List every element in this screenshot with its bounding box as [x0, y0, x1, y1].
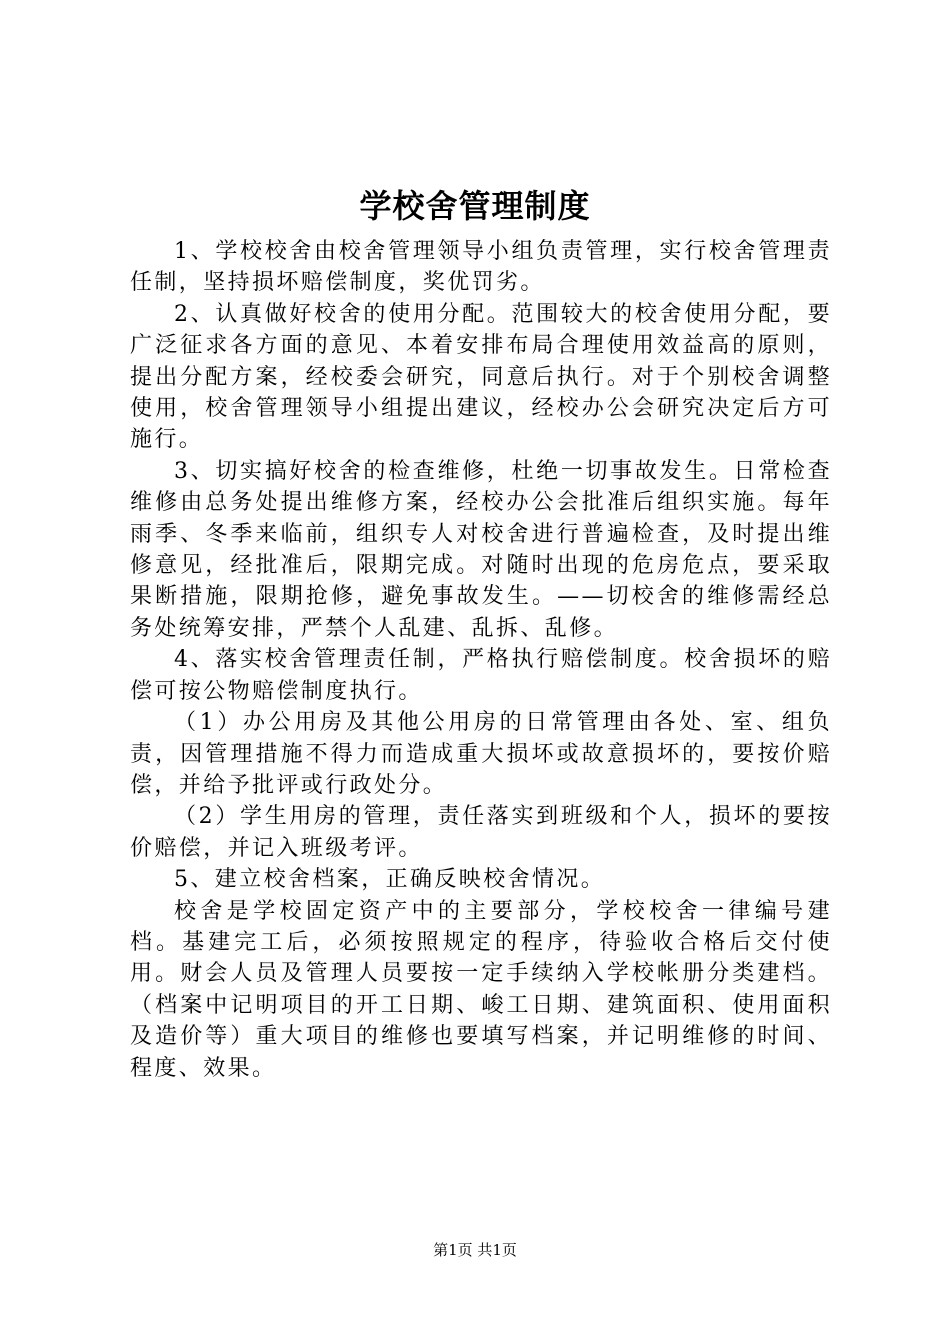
- paragraph-4-item-1: （1）办公用房及其他公用房的日常管理由各处、室、组负责，因管理措施不得力而造成重大损坏或故意损坏的，要按价赔偿，并给予批评或行政处分。: [130, 710, 832, 798]
- paragraph-6: 校舍是学校固定资产中的主要部分，学校校舍一律编号建档。基建完工后，必须按照规定的程序，待验收合格后交付使用。财会人员及管理人员要按一定手续纳入学校帐册分类建档。（档案中记明项目的开工日期、峻工日期、建筑面积、使用面积及造价等）重大项目的维修也要填写档案，并记明维修的时间、程度、效果。: [130, 898, 832, 1081]
- paragraph-5: 5、建立校舍档案，正确反映校舍情况。: [174, 867, 606, 893]
- paragraph-3: 3、切实搞好校舍的检查维修，杜绝一切事故发生。日常检查维修由总务处提出维修方案，经校办公会批准后组织实施。每年雨季、冬季来临前，组织专人对校舍进行普遍检查，及时提出维修意见，经批准后，限期完成。对随时出现的危房危点，要采取果断措施，限期抢修，避免事故发生。——切校舍的维修需经总务处统筹安排，严禁个人乱建、乱拆、乱修。: [130, 458, 832, 641]
- paragraph-1: 1、学校校舍由校舍管理领导小组负责管理，实行校舍管理责任制，坚持损坏赔偿制度，奖优罚劣。: [130, 239, 832, 296]
- page-footer: 第1页 共1页: [433, 1241, 517, 1259]
- page-title: 学校舍管理制度: [359, 187, 591, 225]
- paragraph-2: 2、认真做好校舍的使用分配。范围较大的校舍使用分配，要广泛征求各方面的意见、本着安排布局合理使用效益高的原则，提出分配方案，经校委会研究，同意后执行。对于个别校舍调整使用，校舍管理领导小组提出建议，经校办公会研究决定后方可施行。: [130, 301, 832, 453]
- paragraph-4: 4、落实校舍管理责任制，严格执行赔偿制度。校舍损坏的赔偿可按公物赔偿制度执行。: [130, 647, 832, 704]
- document-body: [130, 236, 832, 1084]
- paragraph-4-item-2: （2）学生用房的管理，责任落实到班级和个人，损坏的要按价赔偿，并记入班级考评。: [130, 804, 832, 861]
